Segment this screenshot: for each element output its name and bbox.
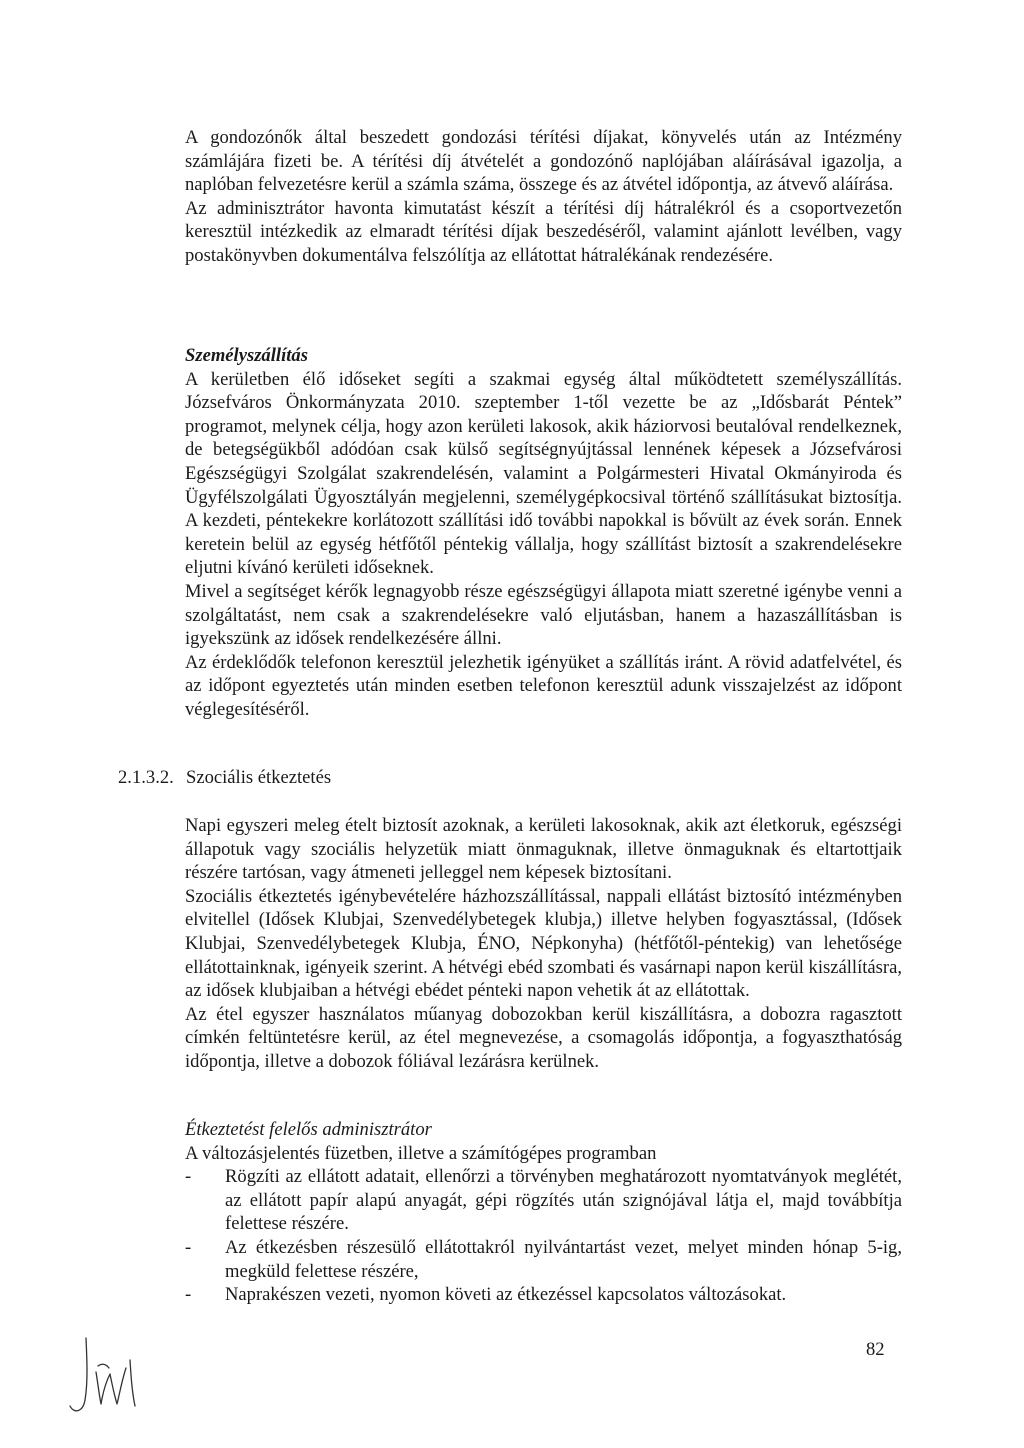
list-item xyxy=(185,1165,902,1236)
list-item xyxy=(185,1236,902,1283)
section-heading: Személyszállítás xyxy=(185,345,308,366)
catering-administrator-section xyxy=(185,1118,902,1307)
subsection-heading: Étkeztetést felelős adminisztrátor xyxy=(185,1119,432,1140)
paragraph: A változásjelentés füzetben, illetve a számítógépes programban xyxy=(185,1142,657,1164)
bullet-marker: - xyxy=(185,1166,192,1188)
paragraph: Az érdeklődők telefonon keresztül jelezhetik igényüket a szállítás iránt. A rövid adatfelvétel, és az időpont egyeztetés után minden esetben telefonon keresztül adunk visszajelzést az időpont véglegesítéséről. xyxy=(185,651,902,720)
fee-collection-section xyxy=(185,126,902,268)
paragraph: Az adminisztrátor havonta kimutatást készít a térítési díj hátralékról és a csoportvezetőn keresztül intézkedik az elmaradt térítési díjak beszedéséről, valamint ajánlott levélben, vagy postakönyvben dokumentálva felszólítja az ellátottat hátralékának rendezésére. xyxy=(185,197,902,266)
paragraph: Szociális étkeztetés igénybevételére házhozszállítással, nappali ellátást biztosító intézményben elvitellel (Idősek Klubjai, Szenvedélybetegek klubja,) illetve helyben fogyasztással, (Idősek Klubjai, Szenvedélybetegek Klubja, ÉNO, Népkonyha) (hétfőtől-péntekig) van lehetősége ellátottainknak, igényeik szerint. A hétvégi ebéd szombati és vasárnapi napon kerül kiszállításra, az idősek klubjaiban a hétvégi ebédet pénteki napon vehetik át az ellátottak. xyxy=(185,885,902,1002)
social-catering-section xyxy=(185,814,902,1074)
bullet-marker: - xyxy=(185,1236,192,1258)
paragraph: Napi egyszeri meleg ételt biztosít azoknak, a kerületi lakosoknak, akik azt életkoruk, egészségi állapotuk vagy szociális helyzetük miatt önmaguknak, illetve önmaguknak és eltartottjaik részére tartósan, vagy átmeneti jelleggel nem képesek biztosítani. xyxy=(185,815,902,884)
passenger-transport-section xyxy=(185,344,902,722)
list-item-text: Rögzíti az ellátott adatait, ellenőrzi a törvényben meghatározott nyomtatványok meglétét, az ellátott papír alapú anyagát, gépi rögzítés után szignójával látja el, majd továbbítja felettese részére. xyxy=(225,1166,902,1235)
page-number: 82 xyxy=(866,1339,885,1360)
numbered-section-title xyxy=(118,766,331,790)
section-title-text: Szociális étkeztetés xyxy=(186,767,332,788)
list-item-text: Az étkezésben részesülő ellátottakról nyilvántartást vezet, melyet minden hónap 5-ig, megküld felettese részére, xyxy=(225,1236,902,1282)
list-item xyxy=(185,1283,902,1307)
duties-list xyxy=(185,1165,902,1307)
paragraph: A gondozónők által beszedett gondozási térítési díjakat, könyvelés után az Intézmény számlájára fizeti be. A térítési díj átvételét a gondozónő naplójában aláírásával igazolja, a naplóban felvezetésre kerül a számla száma, összege és az átvétel időpontja, az átvevő aláírása. xyxy=(185,127,902,196)
paragraph: Mivel a segítséget kérők legnagyobb része egészségügyi állapota miatt szeretné igénybe venni a szolgáltatást, nem csak a szakrendelésekre való eljutásban, hanem a hazaszállításban is igyekszünk az idősek rendelkezésére állni. xyxy=(185,580,902,650)
paragraph: A kerületben élő időseket segíti a szakmai egység által működtetett személyszállítás. Józsefváros Önkormányzata 2010. szeptember 1-től vezette be az „Idősbarát Péntek” programot, melynek célja, hogy azon kerületi lakosok, akik háziorvosi beutalóval rendelkeznek, de betegségükből adódóan csak külső segítségnyújtással lennének képesek a Józsefvárosi Egészségügyi Szolgálat szakrendelésén, valamint a Polgármesteri Hivatal Okmányiroda és Ügyfélszolgálati Ügyosztályán megjelenni, személygépkocsival történő szállításukat biztosítja. A kezdeti, péntekekre korlátozott szállítási idő további napokkal is bővült az évek során. Ennek keretein belül az egység hétfőtől péntekig vállalja, hogy szállítást biztosít a szakrendelésekre eljutni kívánó kerületi időseknek. xyxy=(185,368,902,579)
section-number: 2.1.3.2. xyxy=(118,767,174,788)
list-item-text: Naprakészen vezeti, nyomon követi az étkezéssel kapcsolatos változásokat. xyxy=(225,1284,787,1306)
paragraph: Az étel egyszer használatos műanyag dobozokban kerül kiszállításra, a dobozra ragasztott címkén feltüntetésre kerül, az étel megnevezése, a csomagolás időpontja, a fogyaszthatóság időpontja, illetve a dobozok fóliával lezárásra kerülnek. xyxy=(185,1003,902,1072)
handwritten-initials-icon xyxy=(56,1330,146,1420)
bullet-marker: - xyxy=(185,1284,192,1306)
